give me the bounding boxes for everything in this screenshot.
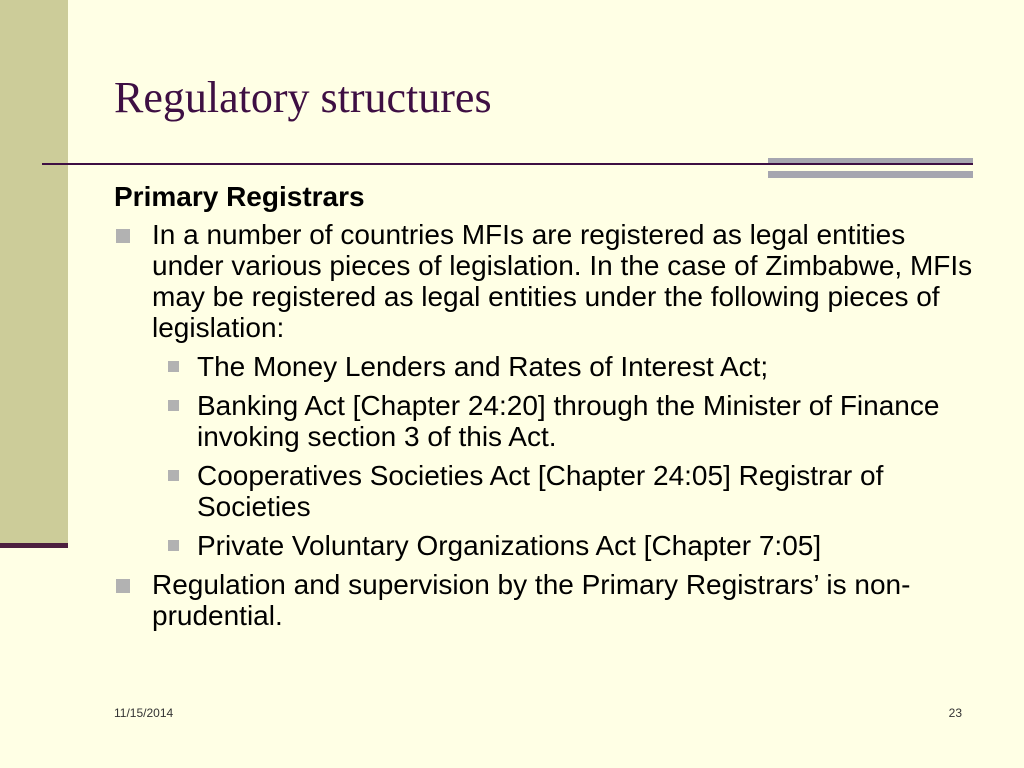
- page-number: 23: [948, 706, 962, 720]
- footer-date: 11/15/2014: [114, 706, 174, 720]
- section-heading: Primary Registrars: [114, 181, 365, 212]
- bullet-text: Regulation and supervision by the Primary Registrars’ is non-prudential.: [152, 569, 911, 631]
- sub-bullet-item: [114, 530, 974, 561]
- sub-bullet-text: Cooperatives Societies Act [Chapter 24:05] Registrar of Societies: [197, 460, 884, 522]
- square-bullet-icon: [168, 540, 179, 551]
- sub-bullet-item: [114, 460, 974, 522]
- sub-bullet-text: The Money Lenders and Rates of Interest Act;: [197, 351, 769, 382]
- left-band-divider: [0, 543, 68, 548]
- title-accent-bar-bottom: [768, 171, 973, 178]
- slide-body: [114, 181, 974, 639]
- square-bullet-icon: [168, 361, 179, 372]
- left-decorative-band: [0, 0, 68, 546]
- sub-bullet-item: [114, 351, 974, 382]
- sub-bullet-text: Private Voluntary Organizations Act [Chapter 7:05]: [197, 530, 822, 561]
- square-bullet-icon: [116, 229, 130, 243]
- bullet-item: [114, 219, 974, 343]
- square-bullet-icon: [168, 400, 179, 411]
- sub-bullet-text: Banking Act [Chapter 24:20] through the Minister of Finance invoking section 3 of this Act.: [197, 390, 940, 452]
- bullet-text: In a number of countries MFIs are registered as legal entities under various pieces of legislation. In the case of Zimbabwe, MFIs may be registered as legal entities under the following pieces of legislation:: [152, 219, 973, 343]
- square-bullet-icon: [168, 470, 179, 481]
- sub-bullet-item: [114, 390, 974, 452]
- square-bullet-icon: [116, 579, 130, 593]
- title-rule: [42, 163, 973, 165]
- bullet-item: [114, 569, 974, 631]
- slide-title: Regulatory structures: [114, 73, 492, 122]
